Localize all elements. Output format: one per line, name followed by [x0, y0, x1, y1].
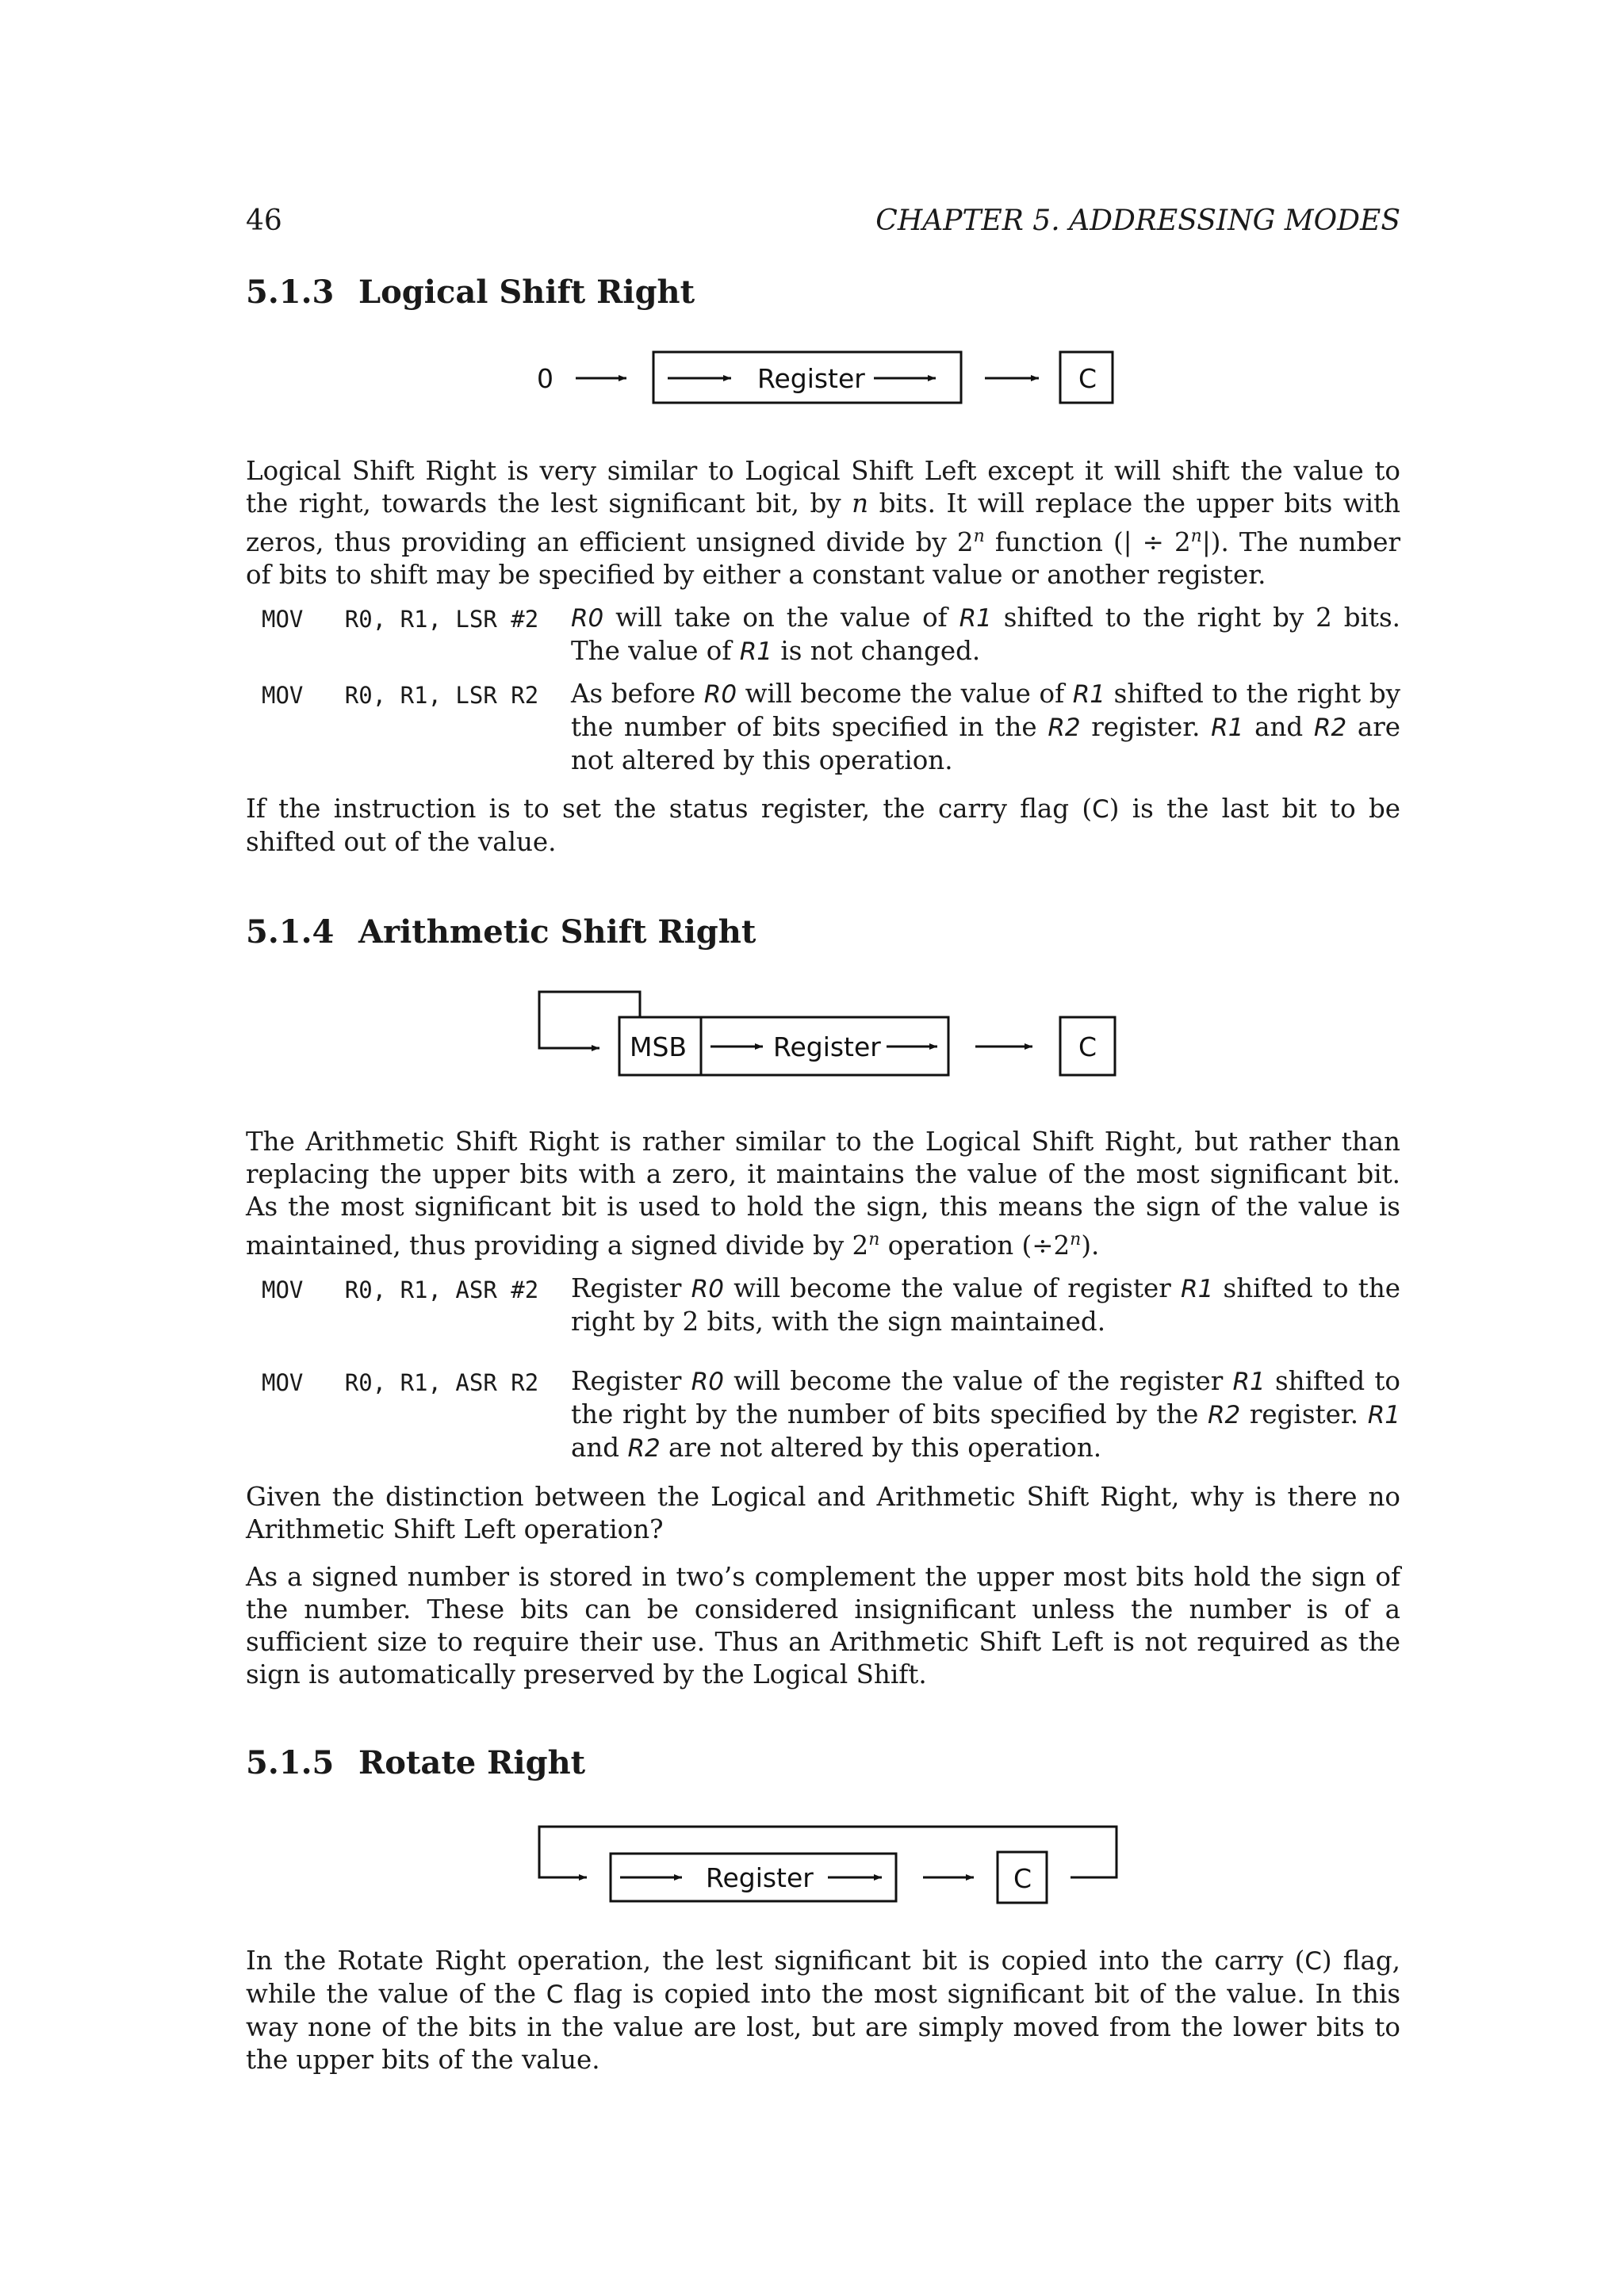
asr-intro-paragraph — [246, 1126, 1400, 1262]
page-number: 46 — [246, 205, 282, 237]
ror-intro-paragraph — [246, 1945, 1400, 2076]
flag-name: C — [546, 1980, 564, 2009]
register-name: R0 — [571, 604, 604, 633]
register-name: R2 — [1313, 714, 1347, 742]
text-run: bits. It will replace the upper bits with zeros, thus providing an efficient unsigned divide by 2 — [246, 488, 1400, 557]
text-run: shifted to the right by the number of bits specified in the — [571, 679, 1401, 742]
section-number: 5.1.5 — [246, 1744, 335, 1781]
code-snippet: MOV R0, R1, ASR #2 — [262, 1276, 539, 1303]
register-name: R2 — [627, 1434, 661, 1463]
text-run: are not altered by this operation. — [571, 712, 1400, 775]
text-run: ). — [1081, 1230, 1100, 1261]
register-name: R1 — [739, 637, 772, 666]
section-heading-asr — [246, 913, 756, 951]
code-snippet: MOV R0, R1, ASR R2 — [262, 1369, 539, 1396]
math-exponent: n — [1190, 526, 1202, 546]
carry-label: C — [1078, 1031, 1097, 1062]
register-name: R0 — [691, 1275, 724, 1303]
flag-name: C — [1304, 1947, 1322, 1976]
math-exponent: n — [1070, 1230, 1082, 1249]
feedback-arrow-icon — [539, 992, 640, 1048]
zero-input-label: 0 — [537, 363, 553, 394]
asr-answer-paragraph: As a signed number is stored in two’s complement the upper most bits hold the sign of the number. These bits can be considered insignificant unless the number is of a sufficient size to require their use. Thus an Arithmetic Shift Left is not required as the sign is automatically preserved by the Logical Shift. — [246, 1562, 1400, 1689]
text-run: will become the value of the register — [723, 1366, 1233, 1396]
register-name: R1 — [1232, 1368, 1266, 1396]
text-run: shifted to the right by 2 bits, with the sign maintained. — [571, 1273, 1400, 1337]
text-run: flag is copied into the most significant bit of the value. In this way none of the bits in the value are lost, but are simply moved from the lower bits to the upper bits of the value. — [246, 1979, 1400, 2075]
register-name: R1 — [1072, 680, 1106, 709]
lsr-outro-paragraph — [246, 793, 1400, 859]
text-run: and — [571, 1433, 628, 1463]
section-number: 5.1.3 — [246, 274, 335, 311]
math-exponent: n — [973, 526, 985, 546]
register-name: R0 — [691, 1368, 724, 1396]
running-head: CHAPTER 5. ADDRESSING MODES — [875, 205, 1400, 237]
text-run: If the instruction is to set the status register, the carry flag ( — [246, 794, 1093, 824]
lsr-intro-paragraph — [246, 455, 1400, 591]
example-description — [571, 1365, 1400, 1465]
register-name: R1 — [1211, 714, 1244, 742]
register-name: R1 — [1181, 1275, 1214, 1303]
text-run: function (| ÷ 2 — [984, 526, 1191, 557]
register-name: R2 — [1048, 714, 1081, 742]
text-run: As before — [571, 679, 704, 709]
register-label: Register — [773, 1031, 881, 1062]
text-run: In the Rotate Right operation, the lest significant bit is copied into the carry ( — [246, 1946, 1305, 1976]
section-title: Logical Shift Right — [358, 274, 695, 311]
section-title: Arithmetic Shift Right — [358, 913, 756, 951]
register-name: R1 — [1367, 1401, 1400, 1429]
text-run: |). The number of bits to shift may be specified by either a constant value or another register. — [246, 526, 1401, 590]
math-exponent: n — [868, 1230, 880, 1249]
msb-label: MSB — [630, 1031, 688, 1062]
asr-question-paragraph: Given the distinction between the Logical and Arithmetic Shift Right, why is there no Arithmetic Shift Left operation? — [246, 1482, 1400, 1544]
text-run: register. — [1080, 712, 1212, 742]
math-n: n — [852, 488, 869, 519]
flag-name: C — [1092, 795, 1109, 824]
section-heading-ror — [246, 1744, 585, 1781]
code-snippet: MOV R0, R1, LSR #2 — [262, 606, 539, 633]
example-description — [571, 1272, 1400, 1338]
text-run: shifted to the right by 2 bits. The value of — [571, 603, 1400, 666]
text-run: Register — [571, 1273, 691, 1303]
register-label: Register — [706, 1862, 814, 1893]
text-run: ) is the last bit to be shifted out of the value. — [246, 794, 1400, 857]
text-run: The Arithmetic Shift Right is rather similar to the Logical Shift Right, but rather than replacing the upper bits with a zero, it maintains the value of the most significant bit. As the most significant bit is used to hold the sign, this means the sign of the value is maintained, thus providing a signed divide by 2 — [246, 1127, 1400, 1261]
text-run: is not changed. — [772, 636, 981, 666]
example-description — [571, 602, 1400, 668]
register-name: R0 — [703, 680, 737, 709]
text-run: are not altered by this operation. — [660, 1433, 1102, 1463]
section-title: Rotate Right — [358, 1744, 586, 1781]
register-name: R2 — [1207, 1401, 1241, 1429]
section-number: 5.1.4 — [246, 913, 335, 951]
carry-label: C — [1013, 1863, 1032, 1894]
text-run: Register — [571, 1366, 691, 1396]
text-run: register. — [1240, 1399, 1368, 1429]
text-run: will become the value of — [737, 679, 1073, 709]
text-run: ) flag, while the value of the — [246, 1946, 1400, 2009]
register-label: Register — [757, 363, 865, 394]
code-snippet: MOV R0, R1, LSR R2 — [262, 682, 539, 709]
text-run: shifted to the right by the number of bits specified by the — [571, 1366, 1400, 1429]
text-run: will take on the value of — [603, 603, 959, 633]
text-run: operation (÷2 — [879, 1230, 1071, 1261]
text-run: and — [1243, 712, 1314, 742]
text-run: will become the value of register — [723, 1273, 1182, 1303]
register-name: R1 — [959, 604, 992, 633]
example-description — [571, 678, 1400, 777]
carry-label: C — [1078, 363, 1097, 394]
text-run: Logical Shift Right is very similar to Logical Shift Left except it will shift the value to the right, towards the lest significant bit, by — [246, 456, 1400, 519]
